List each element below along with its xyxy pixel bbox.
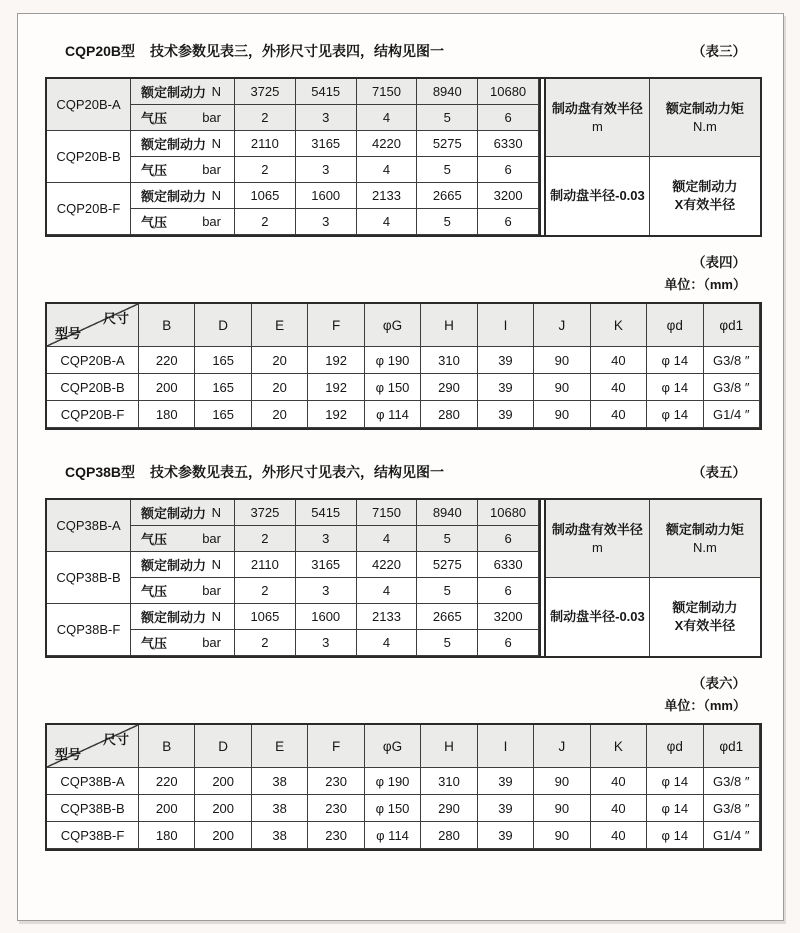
param-table xyxy=(45,498,762,658)
pressure-value-cell: 3 xyxy=(296,105,357,131)
dim-column-header: J xyxy=(534,304,590,347)
cell-line: m xyxy=(592,118,603,134)
dim-value-cell: 310 xyxy=(421,347,477,374)
cell-line: 额定制动力 xyxy=(672,179,738,195)
dim-corner-cell xyxy=(47,304,139,347)
torque-header-cell xyxy=(650,79,760,157)
pressure-value-cell: 4 xyxy=(357,157,418,183)
cell-line: X有效半径 xyxy=(674,197,736,212)
dim-value-cell: φ 150 xyxy=(365,795,421,822)
dim-value-cell: 39 xyxy=(478,401,534,428)
force-unit: N xyxy=(211,609,221,624)
dim-value-cell: G3/8 ″ xyxy=(704,374,760,401)
force-value-cell: 4220 xyxy=(357,552,418,578)
pressure-unit: bar xyxy=(202,531,221,546)
dim-column-header: D xyxy=(195,304,251,347)
pressure-value-cell: 6 xyxy=(478,578,539,604)
force-value-cell: 6330 xyxy=(478,552,539,578)
pressure-label-cell xyxy=(131,105,235,131)
dim-table xyxy=(45,302,762,430)
force-value-cell: 7150 xyxy=(357,79,418,105)
dim-value-cell: φ 114 xyxy=(365,822,421,849)
dim-value-cell: 230 xyxy=(308,822,364,849)
dim-value-cell: 180 xyxy=(139,822,195,849)
pressure-value-cell: 3 xyxy=(296,157,357,183)
dim-value-cell: 40 xyxy=(591,795,647,822)
model-cell: CQP20B-A xyxy=(47,79,131,131)
pressure-value-cell: 6 xyxy=(478,209,539,235)
force-value-cell: 2665 xyxy=(417,604,478,630)
section-header xyxy=(65,40,746,61)
dim-value-cell: 39 xyxy=(478,822,534,849)
dim-value-cell: G3/8 ″ xyxy=(704,347,760,374)
param-table-main xyxy=(47,79,539,235)
pressure-value-cell: 3 xyxy=(296,630,357,656)
dim-value-cell: 220 xyxy=(139,347,195,374)
cell-line: 额定制动力矩 xyxy=(665,100,744,116)
radius-formula-cell xyxy=(546,157,650,235)
force-label: 额定制动力 xyxy=(141,610,207,625)
force-unit: N xyxy=(211,136,221,151)
cell-line: 制动盘有效半径 xyxy=(551,100,643,116)
dim-value-cell: 192 xyxy=(308,401,364,428)
force-unit: N xyxy=(211,505,221,520)
dim-column-header: F xyxy=(308,304,364,347)
dim-value-cell: G1/4 ″ xyxy=(704,401,760,428)
cell-line: N.m xyxy=(693,539,717,555)
dim-column-header: φG xyxy=(365,725,421,768)
force-label-cell xyxy=(131,79,235,105)
cell-line: 制动盘有效半径 xyxy=(551,521,643,537)
pressure-value-cell: 2 xyxy=(235,157,296,183)
dim-value-cell: 165 xyxy=(195,401,251,428)
force-value-cell: 3200 xyxy=(478,183,539,209)
dim-value-cell: φ 14 xyxy=(647,374,703,401)
dim-column-header: I xyxy=(478,304,534,347)
model-cell: CQP38B-A xyxy=(47,500,131,552)
dim-value-cell: 220 xyxy=(139,768,195,795)
corner-label-model: 型号 xyxy=(55,326,82,341)
dim-value-cell: 90 xyxy=(534,374,590,401)
param-table-right xyxy=(546,500,760,656)
dim-corner-cell xyxy=(47,725,139,768)
force-value-cell: 7150 xyxy=(357,500,418,526)
param-table xyxy=(45,77,762,237)
section-title-desc: 技术参数见表三，外形尺寸见表四，结构见图一 xyxy=(150,43,445,59)
dim-column-header: H xyxy=(421,725,477,768)
pressure-value-cell: 5 xyxy=(417,157,478,183)
model-cell: CQP20B-F xyxy=(47,183,131,235)
dim-column-header: E xyxy=(252,725,308,768)
pressure-label: 气压 xyxy=(141,215,168,230)
model-cell: CQP38B-B xyxy=(47,552,131,604)
dim-value-cell: φ 14 xyxy=(647,822,703,849)
dim-value-cell: 192 xyxy=(308,374,364,401)
dim-column-header: K xyxy=(591,304,647,347)
dim-table-tag: （表六） xyxy=(692,676,746,691)
dim-table-tag: （表四） xyxy=(692,255,746,270)
pressure-label-cell xyxy=(131,209,235,235)
cell-line: 制动盘半径-0.03 xyxy=(550,188,645,204)
double-line-divider xyxy=(539,79,546,235)
force-value-cell: 1065 xyxy=(235,183,296,209)
force-label-cell xyxy=(131,500,235,526)
cell-line: X有效半径 xyxy=(674,618,736,633)
dim-value-cell: 38 xyxy=(252,768,308,795)
force-value-cell: 5275 xyxy=(417,552,478,578)
param-table-main xyxy=(47,500,539,656)
dim-value-cell: φ 150 xyxy=(365,374,421,401)
dim-model-cell: CQP38B-A xyxy=(47,768,139,795)
dim-value-cell: 230 xyxy=(308,768,364,795)
pressure-unit: bar xyxy=(202,110,221,125)
dim-value-cell: 38 xyxy=(252,822,308,849)
param-table-right xyxy=(546,79,760,235)
force-label: 额定制动力 xyxy=(141,558,207,573)
pressure-value-cell: 5 xyxy=(417,630,478,656)
pressure-value-cell: 4 xyxy=(357,630,418,656)
pressure-value-cell: 5 xyxy=(417,105,478,131)
dim-value-cell: 90 xyxy=(534,795,590,822)
pressure-unit: bar xyxy=(202,162,221,177)
dim-value-cell: φ 114 xyxy=(365,401,421,428)
pressure-value-cell: 5 xyxy=(417,209,478,235)
force-value-cell: 10680 xyxy=(478,79,539,105)
pressure-value-cell: 4 xyxy=(357,526,418,552)
cell-line: m xyxy=(592,539,603,555)
force-label-cell xyxy=(131,604,235,630)
dim-value-cell: 39 xyxy=(478,347,534,374)
force-label-cell xyxy=(131,552,235,578)
dim-value-cell: 200 xyxy=(195,768,251,795)
cell-line: 额定制动力 xyxy=(672,600,738,616)
pressure-value-cell: 6 xyxy=(478,630,539,656)
pressure-label: 气压 xyxy=(141,636,168,651)
pressure-value-cell: 4 xyxy=(357,209,418,235)
dim-value-cell: 20 xyxy=(252,347,308,374)
double-line-divider xyxy=(539,500,546,656)
dim-value-cell: 90 xyxy=(534,822,590,849)
pressure-label-cell xyxy=(131,526,235,552)
section-title-model: CQP38B型 xyxy=(65,464,136,480)
dim-column-header: φd1 xyxy=(704,304,760,347)
corner-label-size: 尺寸 xyxy=(102,311,129,326)
force-value-cell: 2133 xyxy=(357,183,418,209)
pressure-value-cell: 2 xyxy=(235,630,296,656)
param-table-tag: （表三） xyxy=(692,44,746,59)
section-cqp20b xyxy=(45,40,762,430)
section-header xyxy=(65,461,746,482)
dim-value-cell: 40 xyxy=(591,347,647,374)
force-label: 额定制动力 xyxy=(141,506,207,521)
dim-value-cell: 290 xyxy=(421,795,477,822)
section-cqp38b xyxy=(45,461,762,851)
dim-value-cell: φ 190 xyxy=(365,768,421,795)
dim-value-cell: 310 xyxy=(421,768,477,795)
pressure-value-cell: 4 xyxy=(357,105,418,131)
force-value-cell: 5415 xyxy=(296,79,357,105)
force-unit: N xyxy=(211,84,221,99)
pressure-value-cell: 2 xyxy=(235,209,296,235)
force-value-cell: 4220 xyxy=(357,131,418,157)
dim-value-cell: φ 190 xyxy=(365,347,421,374)
pressure-unit: bar xyxy=(202,214,221,229)
dim-value-cell: 165 xyxy=(195,374,251,401)
dim-model-cell: CQP38B-B xyxy=(47,795,139,822)
pressure-value-cell: 3 xyxy=(296,209,357,235)
pressure-value-cell: 3 xyxy=(296,578,357,604)
dim-value-cell: 20 xyxy=(252,401,308,428)
pressure-value-cell: 5 xyxy=(417,578,478,604)
dim-value-cell: 230 xyxy=(308,795,364,822)
pressure-value-cell: 6 xyxy=(478,157,539,183)
dim-value-cell: φ 14 xyxy=(647,347,703,374)
pressure-label-cell xyxy=(131,630,235,656)
pressure-label: 气压 xyxy=(141,163,168,178)
cell-line: 额定制动力矩 xyxy=(665,521,744,537)
dim-column-header: I xyxy=(478,725,534,768)
dim-column-header: H xyxy=(421,304,477,347)
force-value-cell: 3165 xyxy=(296,131,357,157)
dim-value-cell: 200 xyxy=(195,795,251,822)
pressure-unit: bar xyxy=(202,583,221,598)
force-value-cell: 6330 xyxy=(478,131,539,157)
dim-value-cell: 39 xyxy=(478,768,534,795)
dim-value-cell: 39 xyxy=(478,374,534,401)
pressure-label-cell xyxy=(131,157,235,183)
dim-table xyxy=(45,723,762,851)
pressure-value-cell: 6 xyxy=(478,526,539,552)
pressure-label: 气压 xyxy=(141,532,168,547)
force-label: 额定制动力 xyxy=(141,137,207,152)
force-value-cell: 2110 xyxy=(235,552,296,578)
model-cell: CQP20B-B xyxy=(47,131,131,183)
radius-header-cell xyxy=(546,500,650,578)
pressure-value-cell: 6 xyxy=(478,105,539,131)
force-value-cell: 2665 xyxy=(417,183,478,209)
dim-model-cell: CQP20B-F xyxy=(47,401,139,428)
dim-value-cell: G1/4 ″ xyxy=(704,822,760,849)
force-value-cell: 2110 xyxy=(235,131,296,157)
dim-value-cell: 90 xyxy=(534,347,590,374)
force-value-cell: 8940 xyxy=(417,79,478,105)
dim-value-cell: 280 xyxy=(421,401,477,428)
dim-column-header: E xyxy=(252,304,308,347)
section-title-model: CQP20B型 xyxy=(65,43,136,59)
dim-column-header: J xyxy=(534,725,590,768)
model-cell: CQP38B-F xyxy=(47,604,131,656)
force-unit: N xyxy=(211,557,221,572)
torque-formula-cell xyxy=(650,157,760,235)
torque-header-cell xyxy=(650,500,760,578)
dim-value-cell: 40 xyxy=(591,374,647,401)
dim-value-cell: 40 xyxy=(591,401,647,428)
dim-model-cell: CQP38B-F xyxy=(47,822,139,849)
cell-line: N.m xyxy=(693,118,717,134)
dim-column-header: B xyxy=(139,304,195,347)
force-value-cell: 1065 xyxy=(235,604,296,630)
force-value-cell: 1600 xyxy=(296,604,357,630)
pressure-value-cell: 4 xyxy=(357,578,418,604)
pressure-value-cell: 2 xyxy=(235,105,296,131)
dim-value-cell: 180 xyxy=(139,401,195,428)
force-label-cell xyxy=(131,131,235,157)
dim-column-header: F xyxy=(308,725,364,768)
pressure-label-cell xyxy=(131,578,235,604)
dim-value-cell: G3/8 ″ xyxy=(704,795,760,822)
dim-column-header: φd xyxy=(647,725,703,768)
force-value-cell: 1600 xyxy=(296,183,357,209)
corner-label-model: 型号 xyxy=(55,747,82,762)
dim-value-cell: 39 xyxy=(478,795,534,822)
dim-column-header: K xyxy=(591,725,647,768)
pressure-unit: bar xyxy=(202,635,221,650)
dim-value-cell: φ 14 xyxy=(647,401,703,428)
corner-label-size: 尺寸 xyxy=(102,732,129,747)
dim-value-cell: 200 xyxy=(195,822,251,849)
pressure-label: 气压 xyxy=(141,111,168,126)
force-label: 额定制动力 xyxy=(141,189,207,204)
param-table-tag: （表五） xyxy=(692,465,746,480)
force-value-cell: 8940 xyxy=(417,500,478,526)
dim-column-header: φd xyxy=(647,304,703,347)
unit-label: 单位：（mm） xyxy=(664,277,746,292)
force-value-cell: 5275 xyxy=(417,131,478,157)
pressure-value-cell: 5 xyxy=(417,526,478,552)
pressure-value-cell: 2 xyxy=(235,526,296,552)
dim-value-cell: 280 xyxy=(421,822,477,849)
dim-value-cell: 192 xyxy=(308,347,364,374)
dim-value-cell: 290 xyxy=(421,374,477,401)
dim-value-cell: φ 14 xyxy=(647,795,703,822)
dim-value-cell: 200 xyxy=(139,374,195,401)
dim-value-cell: 40 xyxy=(591,768,647,795)
force-value-cell: 10680 xyxy=(478,500,539,526)
pressure-value-cell: 3 xyxy=(296,526,357,552)
torque-formula-cell xyxy=(650,578,760,656)
force-value-cell: 2133 xyxy=(357,604,418,630)
dim-value-cell: 38 xyxy=(252,795,308,822)
dim-column-header: D xyxy=(195,725,251,768)
pressure-label: 气压 xyxy=(141,584,168,599)
force-value-cell: 3165 xyxy=(296,552,357,578)
pressure-value-cell: 2 xyxy=(235,578,296,604)
dim-value-cell: 90 xyxy=(534,401,590,428)
dim-column-header: φd1 xyxy=(704,725,760,768)
force-value-cell: 3725 xyxy=(235,500,296,526)
unit-label: 单位：（mm） xyxy=(664,698,746,713)
dim-column-header: φG xyxy=(365,304,421,347)
catalog-page xyxy=(17,13,784,921)
radius-header-cell xyxy=(546,79,650,157)
radius-formula-cell xyxy=(546,578,650,656)
dim-column-header: B xyxy=(139,725,195,768)
dim-value-cell: 165 xyxy=(195,347,251,374)
section-title-desc: 技术参数见表五，外形尺寸见表六，结构见图一 xyxy=(150,464,445,480)
dim-value-cell: 200 xyxy=(139,795,195,822)
force-value-cell: 3725 xyxy=(235,79,296,105)
cell-line: 制动盘半径-0.03 xyxy=(550,609,645,625)
dim-value-cell: 40 xyxy=(591,822,647,849)
force-label-cell xyxy=(131,183,235,209)
dim-value-cell: φ 14 xyxy=(647,768,703,795)
dim-model-cell: CQP20B-A xyxy=(47,347,139,374)
dim-value-cell: G3/8 ″ xyxy=(704,768,760,795)
force-label: 额定制动力 xyxy=(141,85,207,100)
force-value-cell: 3200 xyxy=(478,604,539,630)
dim-model-cell: CQP20B-B xyxy=(47,374,139,401)
force-value-cell: 5415 xyxy=(296,500,357,526)
dim-value-cell: 20 xyxy=(252,374,308,401)
dim-value-cell: 90 xyxy=(534,768,590,795)
force-unit: N xyxy=(211,188,221,203)
